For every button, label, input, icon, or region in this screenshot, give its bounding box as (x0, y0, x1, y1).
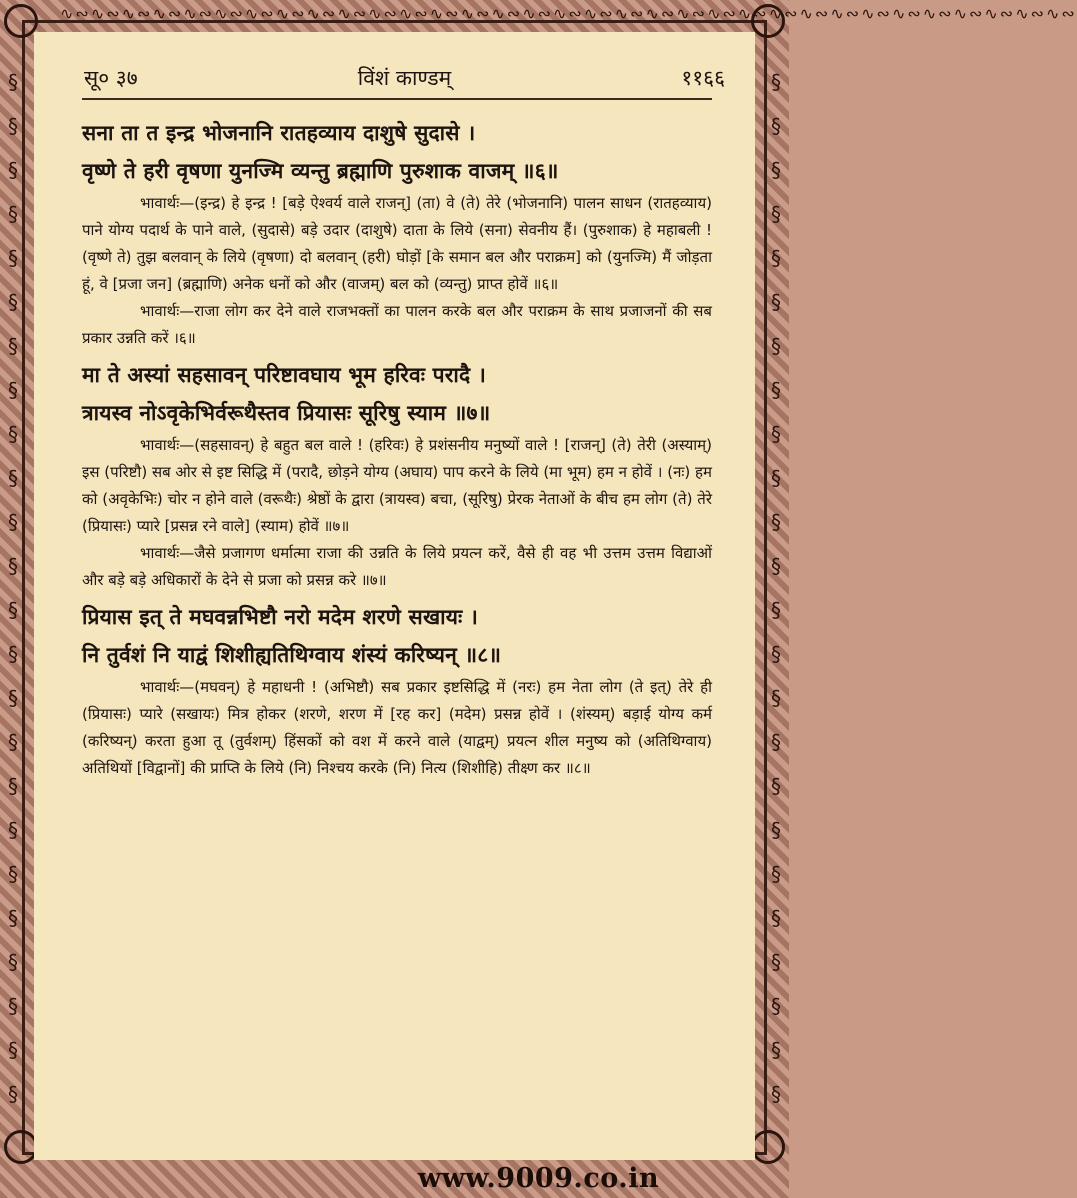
scanned-page (34, 32, 755, 1160)
commentary-paragraph: भावार्थः—(सहसावन्) हे बहुत बल वाले ! (हरिवः) हे प्रशंसनीय मनुष्यों वाले ! [राजन्] (ते) तेरी (अस्याम्) इस (परिष्टौ) सब ओर से इष्ट सिद्धि में (परादै, छोड़ने योग्य (अघाय) पाप करने के लिये (मा भूम) हम न होवें । (नः) हम को (अवृकेभिः) चोर न होने वाले (वरूथैः) श्रेष्ठों के द्वारा (त्रायस्व) बचा, (सूरिषु) प्रेरक नेताओं के बीच हम लोग (ते) तेरे (प्रियासः) प्यारे [प्रसन्न रने वाले] (स्याम) होवें ॥७॥ (82, 436, 712, 535)
sukta-number: सू० ३७ (84, 66, 138, 90)
page-content (82, 114, 712, 786)
mantra-line: सना ता त इन्द्र भोजनानि रातहव्याय दाशुषे सुदासे । (82, 121, 476, 145)
commentary-paragraph: भावार्थः—(मघवन्) हे महाधनी ! (अभिष्टौ) सब प्रकार इष्टसिद्धि में (नरः) हम नेता लोग (ते इत्) तेरे ही (प्रियासः) प्यारे (सखायः) मित्र होकर (शरणे, शरण में [रह कर] (मदेम) प्रसन्न होवें । (शंस्यम्) बड़ाई योग्य कर्म (करिष्यन्) करता हुआ तू (तुर्वशम्) हिंसकों को वश में करने वाले (याद्वम्) प्रयत्न शील मनुष्य को (अतिथिग्वाय) अतिथियों [विद्वानों] की प्राप्ति के लिये (नि) निश्चय करके (नि) नित्य (शिशीहि) तीक्ष्ण कर ॥८॥ (82, 678, 712, 777)
commentary-paragraph: भावार्थः—(इन्द्र) हे इन्द्र ! [बड़े ऐश्वर्य वाले राजन्] (ता) वे (ते) तेरे (भोजनानि) पालन साधन (रातहव्याय) पाने योग्य पदार्थ के पाने वाले, (सुदासे) बड़े उदार (दाशुषे) दाता के लिये (सना) सेवनीय हैं। (पुरुशाक) हे महाबली ! (वृष्णे ते) तुझ बलवान् के लिये (वृषणा) दो बलवान् (हरी) घोड़ों [के समान बल और पराक्रम] को (युनज्मि) मैं जोड़ता हूं, वे [प्रजा जन] (ब्रह्माणि) अनेक धनों को और (वाजम्) बल को (व्यन्तु) प्राप्त होवें ॥६॥ (82, 194, 712, 293)
page-number: ११६६ (681, 66, 725, 90)
corner-ornament-tr (751, 4, 785, 38)
corner-ornament-br (751, 1130, 785, 1164)
commentary-paragraph: भावार्थः—जैसे प्रजागण धर्मात्मा राजा की उन्नति के लिये प्रयत्न करें, वैसे ही वह भी उत्तम उत्तम विद्याओं और बड़े बड़े अधिकारों के देने से प्रजा को प्रसन्न करे ॥७॥ (82, 544, 712, 589)
mantra-line: नि तुर्वशं नि याद्वं शिशीह्यतिथिग्वाय शंस्यं करिष्यन् ॥८॥ (82, 643, 502, 667)
mantra-line: प्रियास इत् ते मघवन्नभिष्टौ नरो मदेम शरणे सखायः । (82, 605, 479, 629)
left-side-ornament: § § § § § § § § § § § § § § § § § § § § § § § § (8, 70, 18, 1106)
verse-block-8 (82, 598, 712, 782)
commentary-paragraph: भावार्थः—राजा लोग कर देने वाले राजभक्तों का पालन करके बल और पराक्रम के साथ प्रजाजनों की सब प्रकार उन्नति करें ।६॥ (82, 302, 712, 347)
mantra-line: वृष्णे ते हरी वृषणा युनज्मि व्यन्तु ब्रह्माणि पुरुशाक वाजम् ॥६॥ (82, 159, 559, 183)
header-rule (82, 98, 712, 100)
right-side-ornament: § § § § § § § § § § § § § § § § § § § § § § § § (771, 70, 781, 1106)
corner-ornament-bl (4, 1130, 38, 1164)
verse-block-7 (82, 356, 712, 594)
corner-ornament-tl (4, 4, 38, 38)
mantra-line: मा ते अस्यां सहसावन् परिष्टावघाय भूम हरिवः परादै । (82, 363, 487, 387)
kanda-title: विंशं काण्डम् (357, 66, 452, 90)
website-footer: www.9009.co.in (417, 1163, 660, 1194)
top-ornament: ∿∾∿∾∿∾∿∾∿∾∿∾∿∾∿∾∿∾∿∾∿∾∿∾∿∾∿∾∿∾∿∾∿∾∿∾∿∾∿∾∿∾∿∾∿∾∿∾∿∾∿∾∿∾∿∾∿∾∿∾∿∾∿∾∿∾ (60, 4, 1077, 23)
page-header (84, 64, 725, 94)
verse-block-6 (82, 114, 712, 352)
mantra-line: त्रायस्व नोऽवृकेभिर्वरूथैस्तव प्रियासः सूरिषु स्याम ॥७॥ (82, 401, 491, 425)
